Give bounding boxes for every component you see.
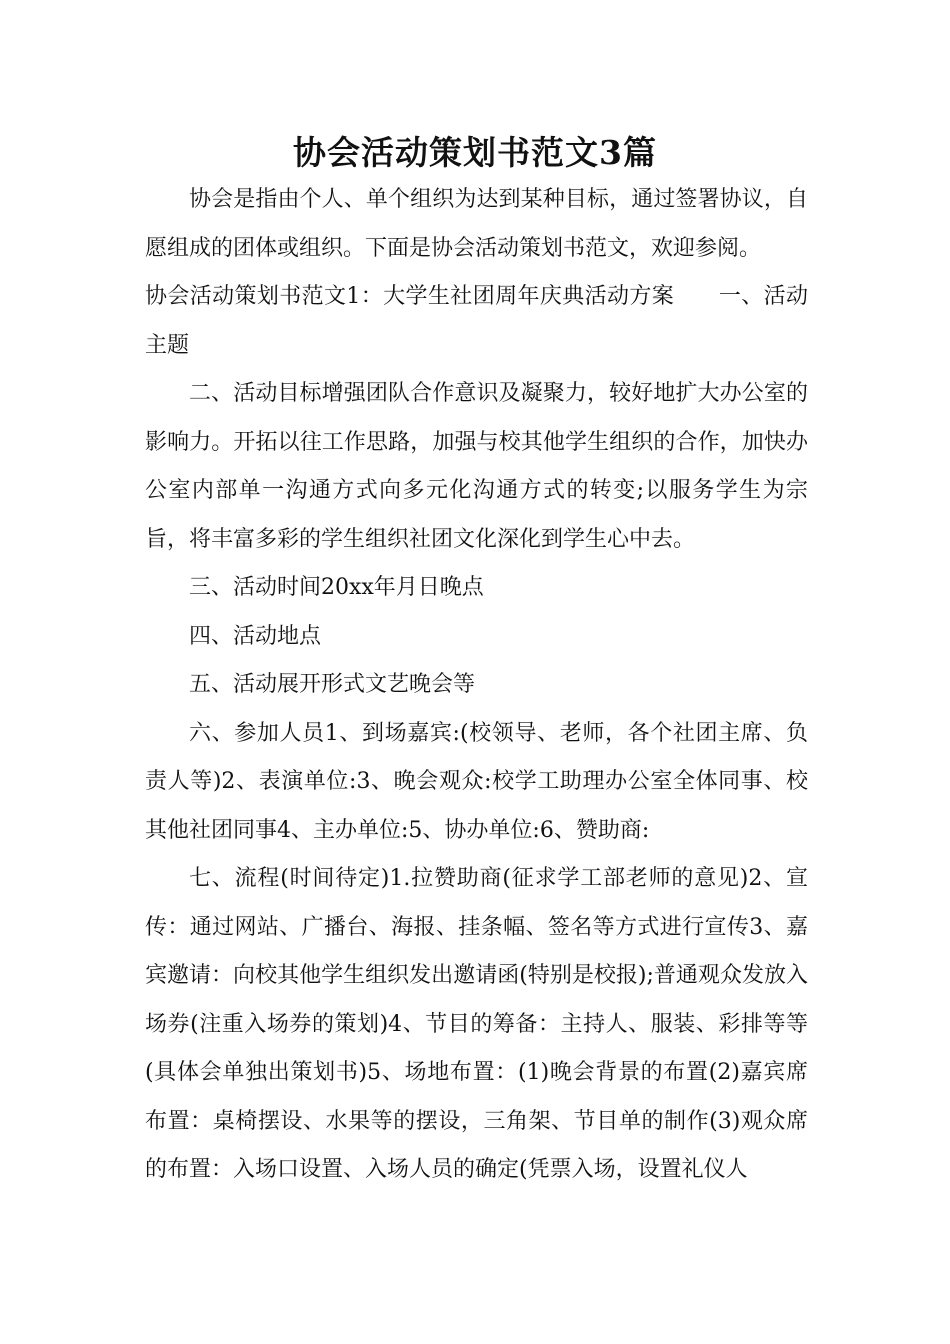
paragraph-participants: 六、参加人员1、到场嘉宾:(校领导、老师，各个社团主席、负责人等)2、表演单位:3、晚会观众:校学工助理办公室全体同事、校其他社团同事4、主办单位:5、协办单位:6、赞助商: (145, 720, 808, 843)
paragraph-format: 五、活动展开形式文艺晚会等 (189, 672, 476, 697)
document-title: 协会活动策划书范文3篇 (293, 133, 657, 172)
paragraph-location: 四、活动地点 (189, 623, 322, 649)
paragraph-time: 三、活动时间20xx年月日晚点 (189, 575, 484, 600)
paragraph-goal: 二、活动目标增强团队合作意识及凝聚力，较好地扩大办公室的影响力。开拓以往工作思路，加强与校其他学生组织的合作，加快办公室内部单一沟通方式向多元化沟通方式的转变;以服务学生为宗旨，将丰富多彩的学生组织社团文化深化到学生心中去。 (145, 381, 808, 552)
paragraph-intro: 协会是指由个人、单个组织为达到某种目标，通过签署协议，自愿组成的团体或组织。下面是协会活动策划书范文，欢迎参阅。 (145, 187, 808, 261)
document-body (145, 176, 808, 1195)
paragraph-process: 七、流程(时间待定)1.拉赞助商(征求学工部老师的意见)2、宣传：通过网站、广播台、海报、挂条幅、签名等方式进行宣传3、嘉宾邀请：向校其他学生组织发出邀请函(特别是校报);普通观众发放入场券(注重入场券的策划)4、节目的筹备：主持人、服装、彩排等等(具体会单独出策划书)5、场地布置：(1)晚会背景的布置(2)嘉宾席布置：桌椅摆设、水果等的摆设，三角架、节目单的制作(3)观众席的布置：入场口设置、入场人员的确定(凭票入场，设置礼仪人 (145, 866, 808, 1182)
paragraph-sample-1-heading: 协会活动策划书范文1：大学生社团周年庆典活动方案 一、活动主题 (145, 284, 808, 358)
